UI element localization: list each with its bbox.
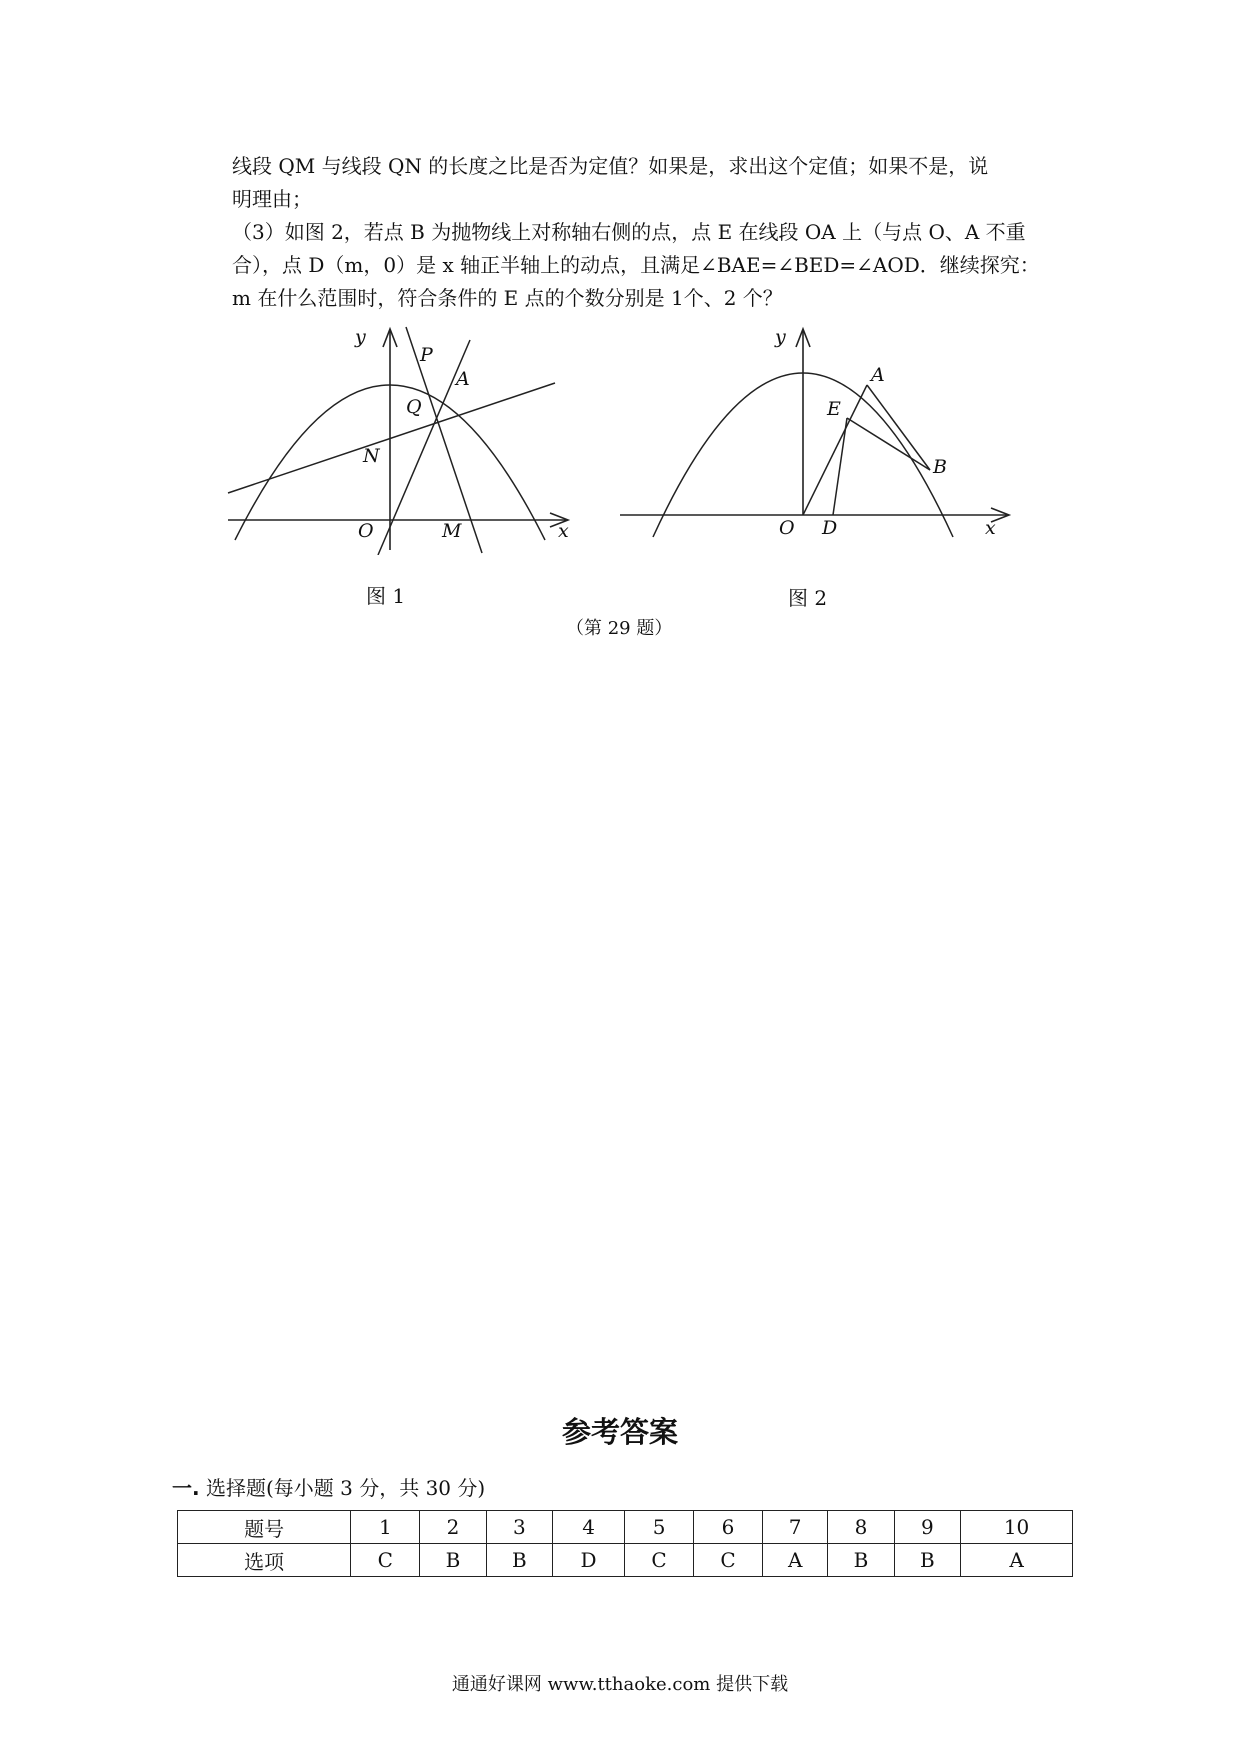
choice-cell: C — [351, 1544, 420, 1577]
number-cell: 5 — [625, 1511, 694, 1544]
answers-title: 参考答案 — [561, 1415, 678, 1449]
number-cell: 3 — [486, 1511, 552, 1544]
number-cell: 6 — [694, 1511, 763, 1544]
fig2-label-x: x — [985, 517, 996, 539]
number-cell: 8 — [828, 1511, 894, 1544]
choice-cell: C — [694, 1544, 763, 1577]
figure-2-diagram — [615, 325, 1015, 555]
figure-caption: （第 29 题） — [566, 618, 673, 639]
question-line-2: 明理由； — [232, 187, 312, 211]
choice-cell: B — [486, 1544, 552, 1577]
choice-cell: A — [961, 1544, 1073, 1577]
choice-cell: B — [828, 1544, 894, 1577]
number-cell: 1 — [351, 1511, 420, 1544]
number-cell: 7 — [763, 1511, 828, 1544]
fig2-label-d: D — [822, 517, 838, 539]
section-heading — [172, 1472, 485, 1501]
question-line-5: m 在什么范围时，符合条件的 E 点的个数分别是 1个、2 个？ — [232, 286, 783, 310]
number-cell: 9 — [894, 1511, 960, 1544]
fig2-label-e: E — [827, 398, 841, 420]
choice-cell: C — [625, 1544, 694, 1577]
fig1-label-x: x — [558, 520, 569, 542]
choice-cell: D — [553, 1544, 625, 1577]
figure-2-label: 图 2 — [788, 586, 828, 610]
fig1-label-a: A — [456, 368, 470, 390]
fig1-label-q: Q — [406, 396, 422, 418]
fig2-label-a: A — [871, 364, 885, 386]
figure-1-label: 图 1 — [366, 584, 406, 608]
fig1-label-y: y — [355, 326, 366, 348]
fig2-label-b: B — [933, 456, 947, 478]
table-row-choices — [178, 1544, 1073, 1577]
figure-1 — [220, 325, 580, 559]
fig1-label-n: N — [363, 445, 380, 467]
fig1-label-m: M — [442, 520, 462, 542]
fig1-label-p: P — [420, 344, 433, 366]
footer-source: 通通好课网 www.tthaoke.com 提供下载 — [451, 1674, 789, 1695]
question-line-3: （3）如图 2，若点 B 为抛物线上对称轴右侧的点，点 E 在线段 OA 上（与点 O、A 不重 — [232, 220, 1026, 244]
figure-1-diagram — [220, 325, 580, 555]
section-title: 选择题(每小题 3 分，共 30 分) — [199, 1476, 486, 1500]
question-line-4: 合），点 D（m，0）是 x 轴正半轴上的动点，且满足∠BAE=∠BED=∠AOD．继续探究： — [232, 253, 1040, 277]
choice-cell: B — [894, 1544, 960, 1577]
choice-cell: A — [763, 1544, 828, 1577]
number-cell: 4 — [553, 1511, 625, 1544]
table-row-numbers — [178, 1511, 1073, 1544]
row-header-choices: 选项 — [178, 1544, 351, 1577]
question-line-1: 线段 QM 与线段 QN 的长度之比是否为定值？如果是，求出这个定值；如果不是，说 — [232, 154, 989, 178]
choice-cell: B — [420, 1544, 486, 1577]
number-cell: 10 — [961, 1511, 1073, 1544]
row-header-numbers: 题号 — [178, 1511, 351, 1544]
answer-table — [177, 1510, 1073, 1577]
fig2-label-y: y — [775, 326, 786, 348]
figure-2 — [615, 325, 1015, 559]
section-number: 一. — [172, 1476, 200, 1500]
fig2-label-o: O — [779, 517, 795, 539]
number-cell: 2 — [420, 1511, 486, 1544]
fig1-label-o: O — [358, 520, 374, 542]
question-text — [232, 150, 1062, 315]
